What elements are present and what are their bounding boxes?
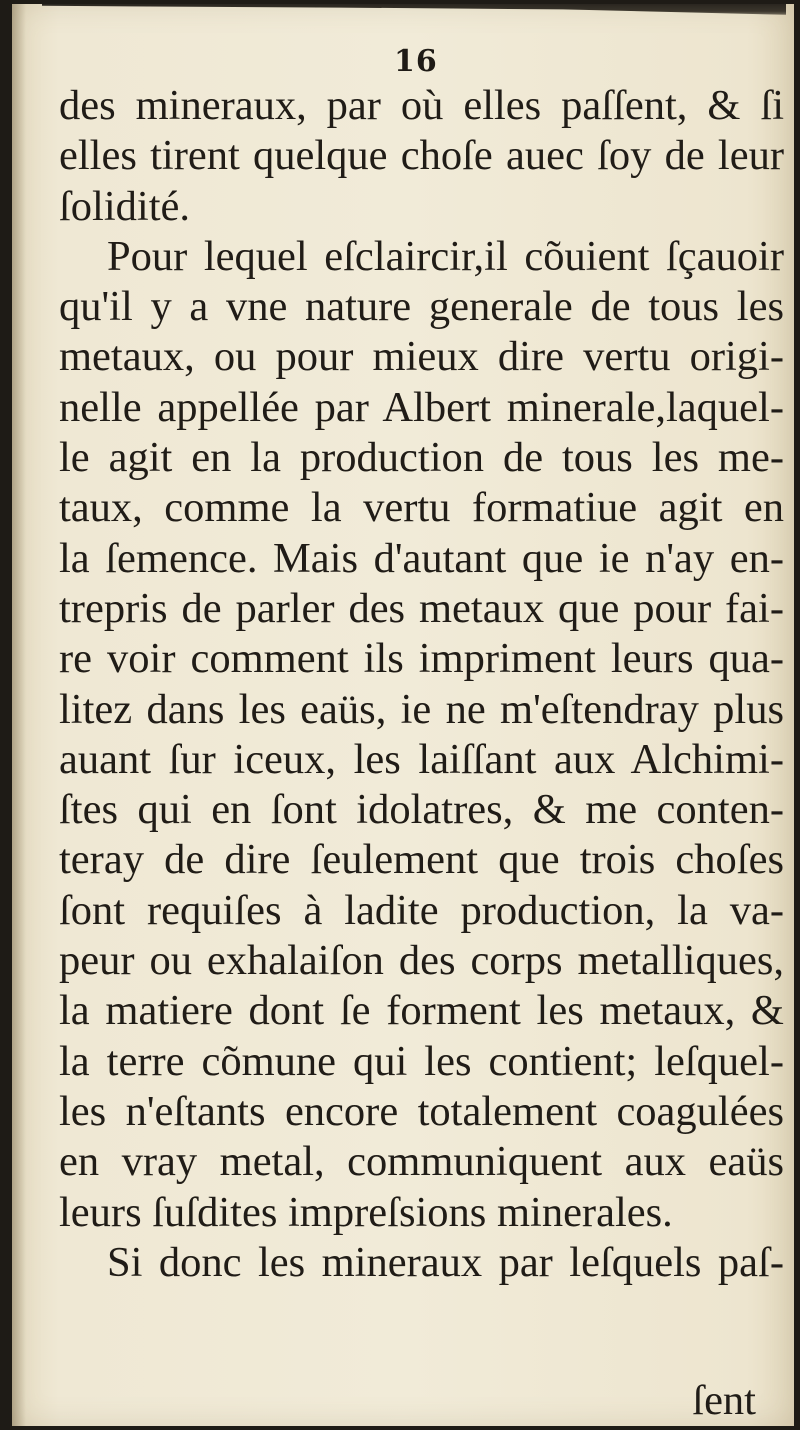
text-line: re voir comment ils impriment leurs qua-: [59, 635, 784, 683]
text-line: elles tirent quelque choſe auec ſoy de leur: [59, 132, 784, 180]
text-line: des mineraux, par où elles paſſent, & ſi: [59, 82, 784, 129]
text-line: qu'il y a vne nature generale de tous les: [59, 283, 784, 331]
page-top-edge-shadow: [42, 4, 786, 22]
text-line: litez dans les eaüs, ie ne m'eſtendray plus: [59, 685, 784, 733]
text-line: ſtes qui en ſont idolatres, & me conten-: [59, 786, 784, 834]
text-line: ſolidité.: [59, 182, 191, 230]
text-line: la matiere dont ſe forment les metaux, &: [59, 987, 784, 1035]
text-line: la ſemence. Mais d'autant que ie n'ay en-: [59, 534, 784, 582]
text-line: ſont requiſes à ladite production, la va-: [59, 886, 784, 934]
text-line: peur ou exhalaiſon des corps metalliques,: [59, 937, 784, 985]
body-text: [59, 81, 784, 1288]
text-line: trepris de parler des metaux que pour fai-: [59, 584, 784, 632]
text-line: Si donc les mineraux par leſquels paſ-: [107, 1238, 784, 1286]
text-line: la terre cõmune qui les contient; leſquel-: [59, 1037, 784, 1085]
page-number: 16: [394, 44, 438, 79]
text-line: auant ſur iceux, les laiſſant aux Alchimi-: [59, 735, 784, 783]
text-line: leurs ſuſdites impreſsions minerales.: [59, 1188, 673, 1236]
text-line: le agit en la production de tous les me-: [59, 434, 784, 482]
catchword: ſent: [692, 1377, 756, 1424]
text-line: les n'eſtants encore totalement coagulées: [59, 1087, 784, 1135]
text-line: Pour lequel eſclaircir,il cõuient ſçauoir: [107, 232, 784, 280]
text-line: taux, comme la vertu formatiue agit en: [59, 484, 784, 532]
text-line: nelle appellée par Albert minerale,laquel-: [59, 383, 784, 431]
text-line: metaux, ou pour mieux dire vertu origi-: [59, 333, 784, 381]
book-page: [12, 4, 794, 1426]
text-line: en vray metal, communiquent aux eaüs: [59, 1138, 784, 1186]
text-line: teray de dire ſeulement que trois choſes: [59, 836, 784, 884]
